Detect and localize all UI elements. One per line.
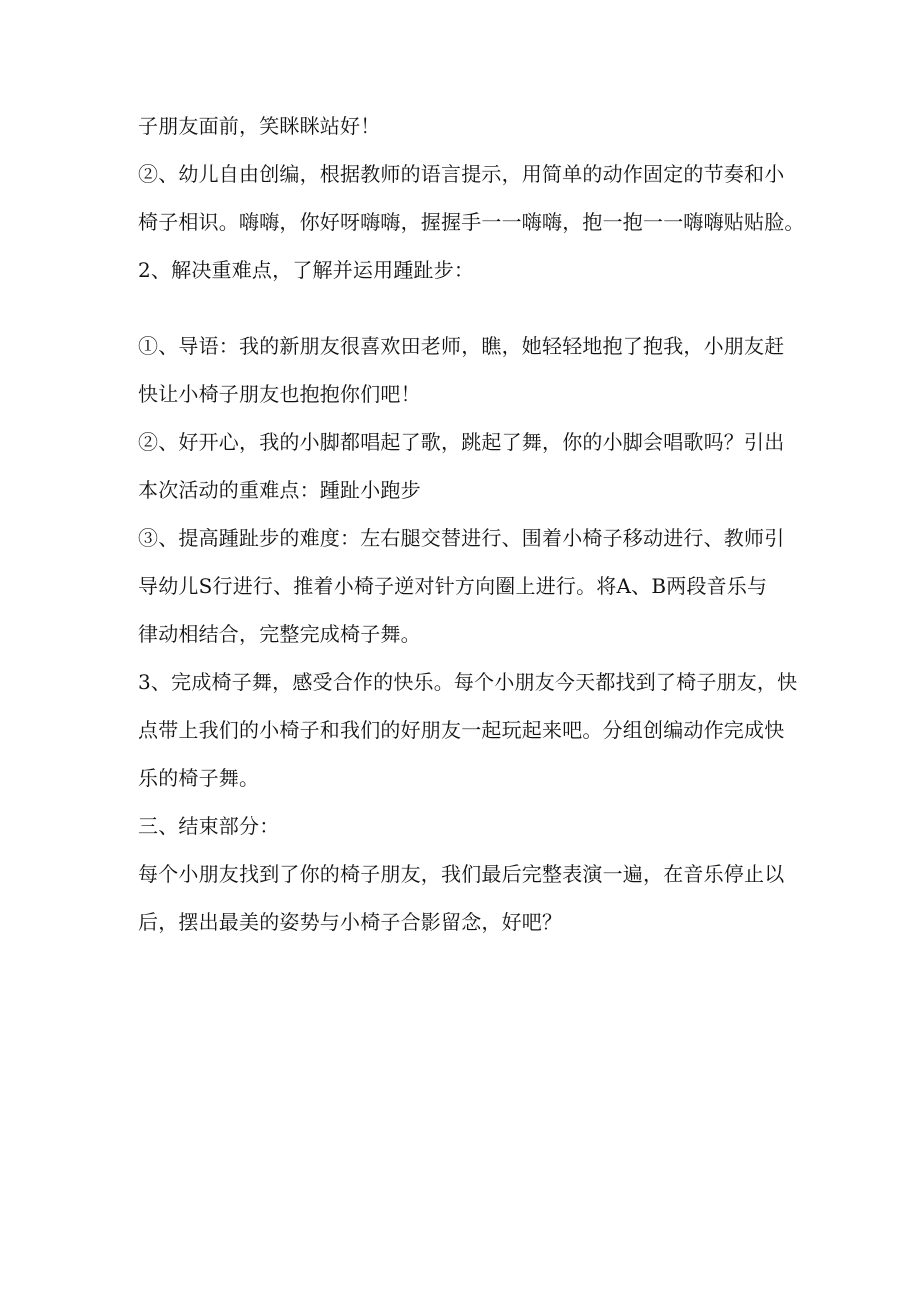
text-line-4: 2、解决重难点，了解并运用踵趾步：	[138, 258, 475, 282]
text-line-7: ②、好开心，我的小脚都唱起了歌，跳起了舞，你的小脚会唱歌吗？引出	[138, 430, 785, 454]
text-line-12: 3、完成椅子舞，感受合作的快乐。每个小朋友今天都找到了椅子朋友，快	[138, 670, 798, 694]
text-line-5: ①、导语：我的新朋友很喜欢田老师，瞧，她轻轻地抱了抱我，小朋友赶	[138, 334, 785, 358]
text-line-14: 乐的椅子舞。	[138, 766, 260, 790]
text-line-3: 椅子相识。嗨嗨，你好呀嗨嗨，握握手一一嗨嗨，抱一抱一一嗨嗨贴贴脸。	[138, 210, 805, 234]
text-line-9: ③、提高踵趾步的难度：左右腿交替进行、围着小椅子移动进行、教师引	[138, 526, 785, 550]
text-line-17: 后，摆出最美的姿势与小椅子合影留念，好吧？	[138, 910, 563, 934]
text-line-11: 律动相结合，完整完成椅子舞。	[138, 622, 421, 646]
text-line-6: 快让小椅子朋友也抱抱你们吧！	[138, 382, 421, 406]
document-body	[138, 112, 805, 936]
text-line-1: 子朋友面前，笑眯眯站好！	[138, 114, 381, 138]
text-line-16: 每个小朋友找到了你的椅子朋友，我们最后完整表演一遍，在音乐停止以	[138, 862, 785, 886]
text-line-15: 三、结束部分：	[138, 814, 280, 838]
text-line-13: 点带上我们的小椅子和我们的好朋友一起玩起来吧。分组创编动作完成快	[138, 718, 785, 742]
text-line-2: ②、幼儿自由创编，根据教师的语言提示，用简单的动作固定的节奏和小	[138, 162, 785, 186]
text-line-10: 导幼儿S行进行、推着小椅子逆对针方向圈上进行。将A、B两段音乐与	[138, 574, 768, 598]
text-line-8: 本次活动的重难点：踵趾小跑步	[138, 478, 421, 502]
